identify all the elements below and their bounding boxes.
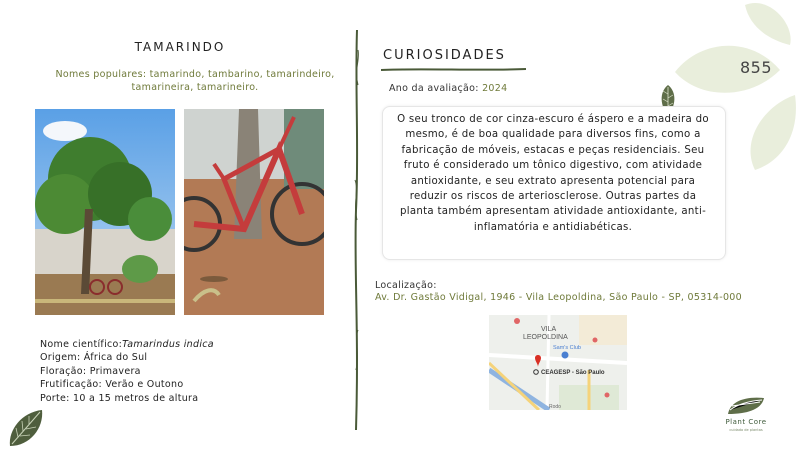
map-district-1: VILA (541, 326, 557, 333)
map-district-2: LEOPOLDINA (523, 334, 568, 341)
scientific-name: Tamarindus indica (122, 339, 214, 350)
location-label: Localização: (375, 280, 437, 291)
map-road: Rodo (549, 404, 561, 410)
curiosities-title: CURIOSIDADES (383, 48, 506, 63)
size: Porte: 10 a 15 metros de altura (40, 392, 199, 404)
origin: Origem: África do Sul (40, 352, 148, 364)
location-map[interactable] (489, 315, 627, 410)
section-divider (350, 30, 364, 430)
curiosities-text: O seu tronco de cor cinza-escuro é áspero e a madeira do mesmo, é de boa qualidade para diversos fins, como a fabricação de móveis, estacas e peças residenciais. Seu fruto é considerado um tônico digestivo, com atividade antioxidante, e seu extrato apresenta potencial para reduzir os riscos de arteriosclerose. Outras partes da planta também apresentam atividade antioxidante, anti-inflamatória e antidiabéticas. (397, 114, 709, 233)
map-store: Sam's Club (553, 345, 581, 351)
plant-number-badge: 855 (740, 58, 773, 77)
logo-tagline: cuidado de plantas (729, 428, 763, 432)
plant-name: TAMARINDO (134, 40, 226, 54)
location-address: Av. Dr. Gastão Vidigal, 1946 - Vila Leopoldina, São Paulo - SP, 05314-000 (375, 292, 742, 303)
tree-photo (35, 109, 175, 315)
plant-core-logo (716, 392, 776, 432)
title-underline (381, 67, 526, 72)
evaluation-year: Ano da avaliação: 2024 (389, 83, 508, 94)
flowering: Floração: Primavera (40, 365, 141, 377)
leaf-icon (6, 406, 46, 450)
popular-names: Nomes populares: tamarindo, tambarino, tamarindeiro, tamarineira, tamarineiro. (55, 69, 335, 93)
logo-name: Plant Core (725, 418, 767, 426)
fruiting: Frutificação: Verão e Outono (40, 379, 184, 391)
trunk-bicycle-photo (184, 109, 324, 315)
map-place: CEAGESP - São Paulo (541, 370, 605, 376)
plant-facts (40, 338, 214, 405)
scientific-name-line: Nome científico:Tamarindus indica (40, 339, 214, 350)
